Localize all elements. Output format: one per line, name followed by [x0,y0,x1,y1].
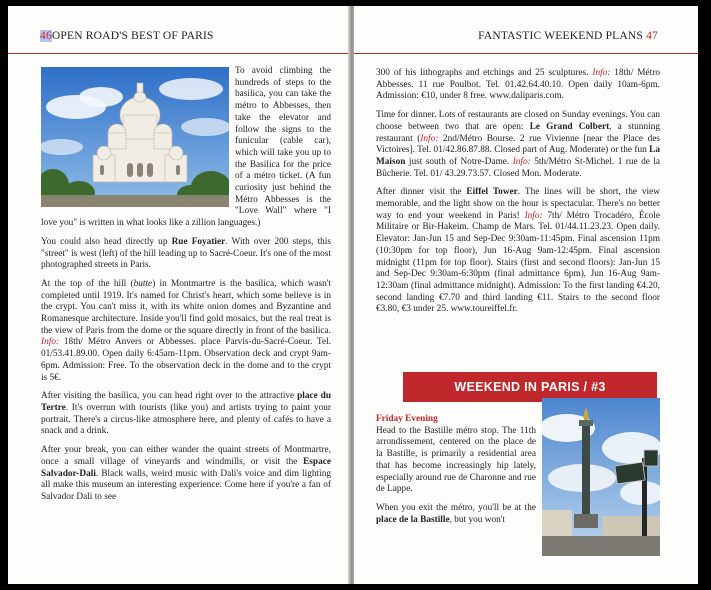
paragraph-rue-foyatier: You could also head directly up Rue Foyatier. With over 200 steps, this "street" is west (left) of the hill leading up to Sacré-Coeur. It's one of the most photographed streets in Paris. [41,236,331,271]
running-head-title-left: OPEN ROAD'S BEST OF PARIS [51,30,214,42]
header-rule-left [8,53,350,54]
page-number-left: 46 [40,30,52,42]
place-de-la-bastille: place de la Bastille [376,514,450,525]
info-label: Info: [512,156,531,167]
place-la-maison: La Maison [376,145,660,167]
bastille-column-illustration [542,398,660,556]
paragraph-bastille-exit: When you exit the métro, you'll be at the place de la Bastille, but you won't [376,502,536,525]
right-body-text [376,68,660,323]
place-le-grand-colbert: Le Grand Colbert [529,121,610,132]
header-rule-right [354,53,698,54]
paragraph-dali: After your break, you can either wander the quaint streets of Montmartre, once a small village of vineyards and windmills, or visit the Espace Salvador-Dali. Black walls, weird music with Dali's voice and dim lighting all make this museum an interesting experience. Come here if you're a fan of Salvador Dali to see [41,445,331,502]
paragraph-dali-info: 300 of his lithographs and etchings and 25 sculptures. Info: 18th/ Métro Abbesses. 11 rue Poulbot. Tel. 01.42.64.40.10. Open daily 10am-6pm. Admission: €10, under 8 free. www.daliparis.com. [376,68,660,102]
right-page [354,6,698,584]
info-label: Info: [41,337,60,348]
place-espace-dali: Espace Salvador-Dali [41,456,331,479]
running-head-left [40,30,214,42]
place-eiffel-tower: Eiffel Tower [466,187,518,198]
page-number-right: 47 [646,30,658,42]
paragraph-bastille: Head to the Bastille métro stop. The 11th arrondissement, centered on the place de la Bastille, is primarily a residential area that has become increasingly hip lately, especially around rue de Charonne and rue de Lappe. [376,425,536,495]
sacre-coeur-illustration [41,67,229,207]
section-heading: Friday Evening [376,414,438,424]
info-label: Info: [592,68,611,78]
paragraph-dinner: Time for dinner. Lots of restaurants are closed on Sunday evenings. You can choose between two that are open: Le Grand Colbert, a stunning restaurant (Info: 2nd/Métro Bourse. 2 rue Vivienne [near the Place des Victoires]. Tel. 01/42.86.87.88. Closed part of Aug. Moderate) or the fun La Maison just south of Notre-Dame. Info: 5th/Métro St-Michel. 1 rue de la Bûcherie. Tel. 01/ 43.29.73.57. Closed Mon. Moderate. [376,110,661,179]
place-du-tertre: place du Tertre [41,391,331,413]
running-head-title-right: FANTASTIC WEEKEND PLANS [478,30,644,42]
paragraph-place-du-tertre: After visiting the basilica, you can head right over to the attractive place du Tertre. It's overrun with tourists (like you) and artists trying to paint your portrait. There's a circus-like atmosphere here, and plenty of cafés to have a snack and a drink. [41,391,331,437]
info-label: Info: [420,133,439,144]
sacre-coeur-photo [41,67,229,207]
place-rue-foyatier: Rue Foyatier [171,236,226,247]
bastille-photo [542,398,660,556]
running-head-right [478,30,658,42]
weekend-banner: WEEKEND IN PARIS / #3 [403,372,657,402]
paragraph-basilica: At the top of the hill (butte) in Montmartre is the basilica, which wasn't completed until 1919. It's named for Christ's heart, which some believe is in the crypt. You can't miss it, with its white onion domes and Byzantine and Romanesque architecture. Inside you'll find gold mosaics, but the real treat is the view of Paris from the dome or the square directly in front of the basilica. Info: 18th/ Métro Anvers or Abbesses. place Parvis-du-Sacré-Coeur. Tel. 01/53.41.89.00. Open daily 6:45am-11pm. Observation deck and crypt 9am-6pm. Admission: Free. To the observation deck in the dome and to the crypt is 5€. [41,278,331,383]
paragraph-eiffel-tower: After dinner visit the Eiffel Tower. The lines will be short, the view memorable, and the light show on the hour is spectacular. There's no better way to end your weekend in Paris! Info: 7th/ Métro Trocadéro, École Militaire or Bir-Hakeim. Champ de Mars. Tel. 01/44.11.23.23. Open daily. Elevator: Jan-Jun 15 and Sep-Dec 9:30am-11:45pm. Final ascension 11pm (10:30pm for top floor), Jun 16-Aug 9am-12:45pm. Final ascension midnight (11pm for top floor). Stairs (first and second floors): Jan-Jun 15 and Sep-Dec 9:30am-6:30pm (final admittance 6pm), Jun 16-Aug 9am-12:30am (final admittance midnight). Admission: To the first landing €4.20, second landing €7.70 and third landing €11. Stairs to the second floor €3.80, €3 under 25. www.toureiffel.fr. [376,187,661,315]
info-label: Info: [524,210,543,221]
paragraph-funicular: To avoid climbing the hundreds of steps to the basilica, you can take the métro to Abbesses, then take the elevator and follow the signs to the funicular (cable car), which will take you up to the Basilica for the price of a métro ticket. (A fun curiosity just behind the Métro Abbesses is the "Love Wall" where "I love you" is written in what looks like a zillion languages.) [41,66,331,229]
left-page [8,6,350,584]
